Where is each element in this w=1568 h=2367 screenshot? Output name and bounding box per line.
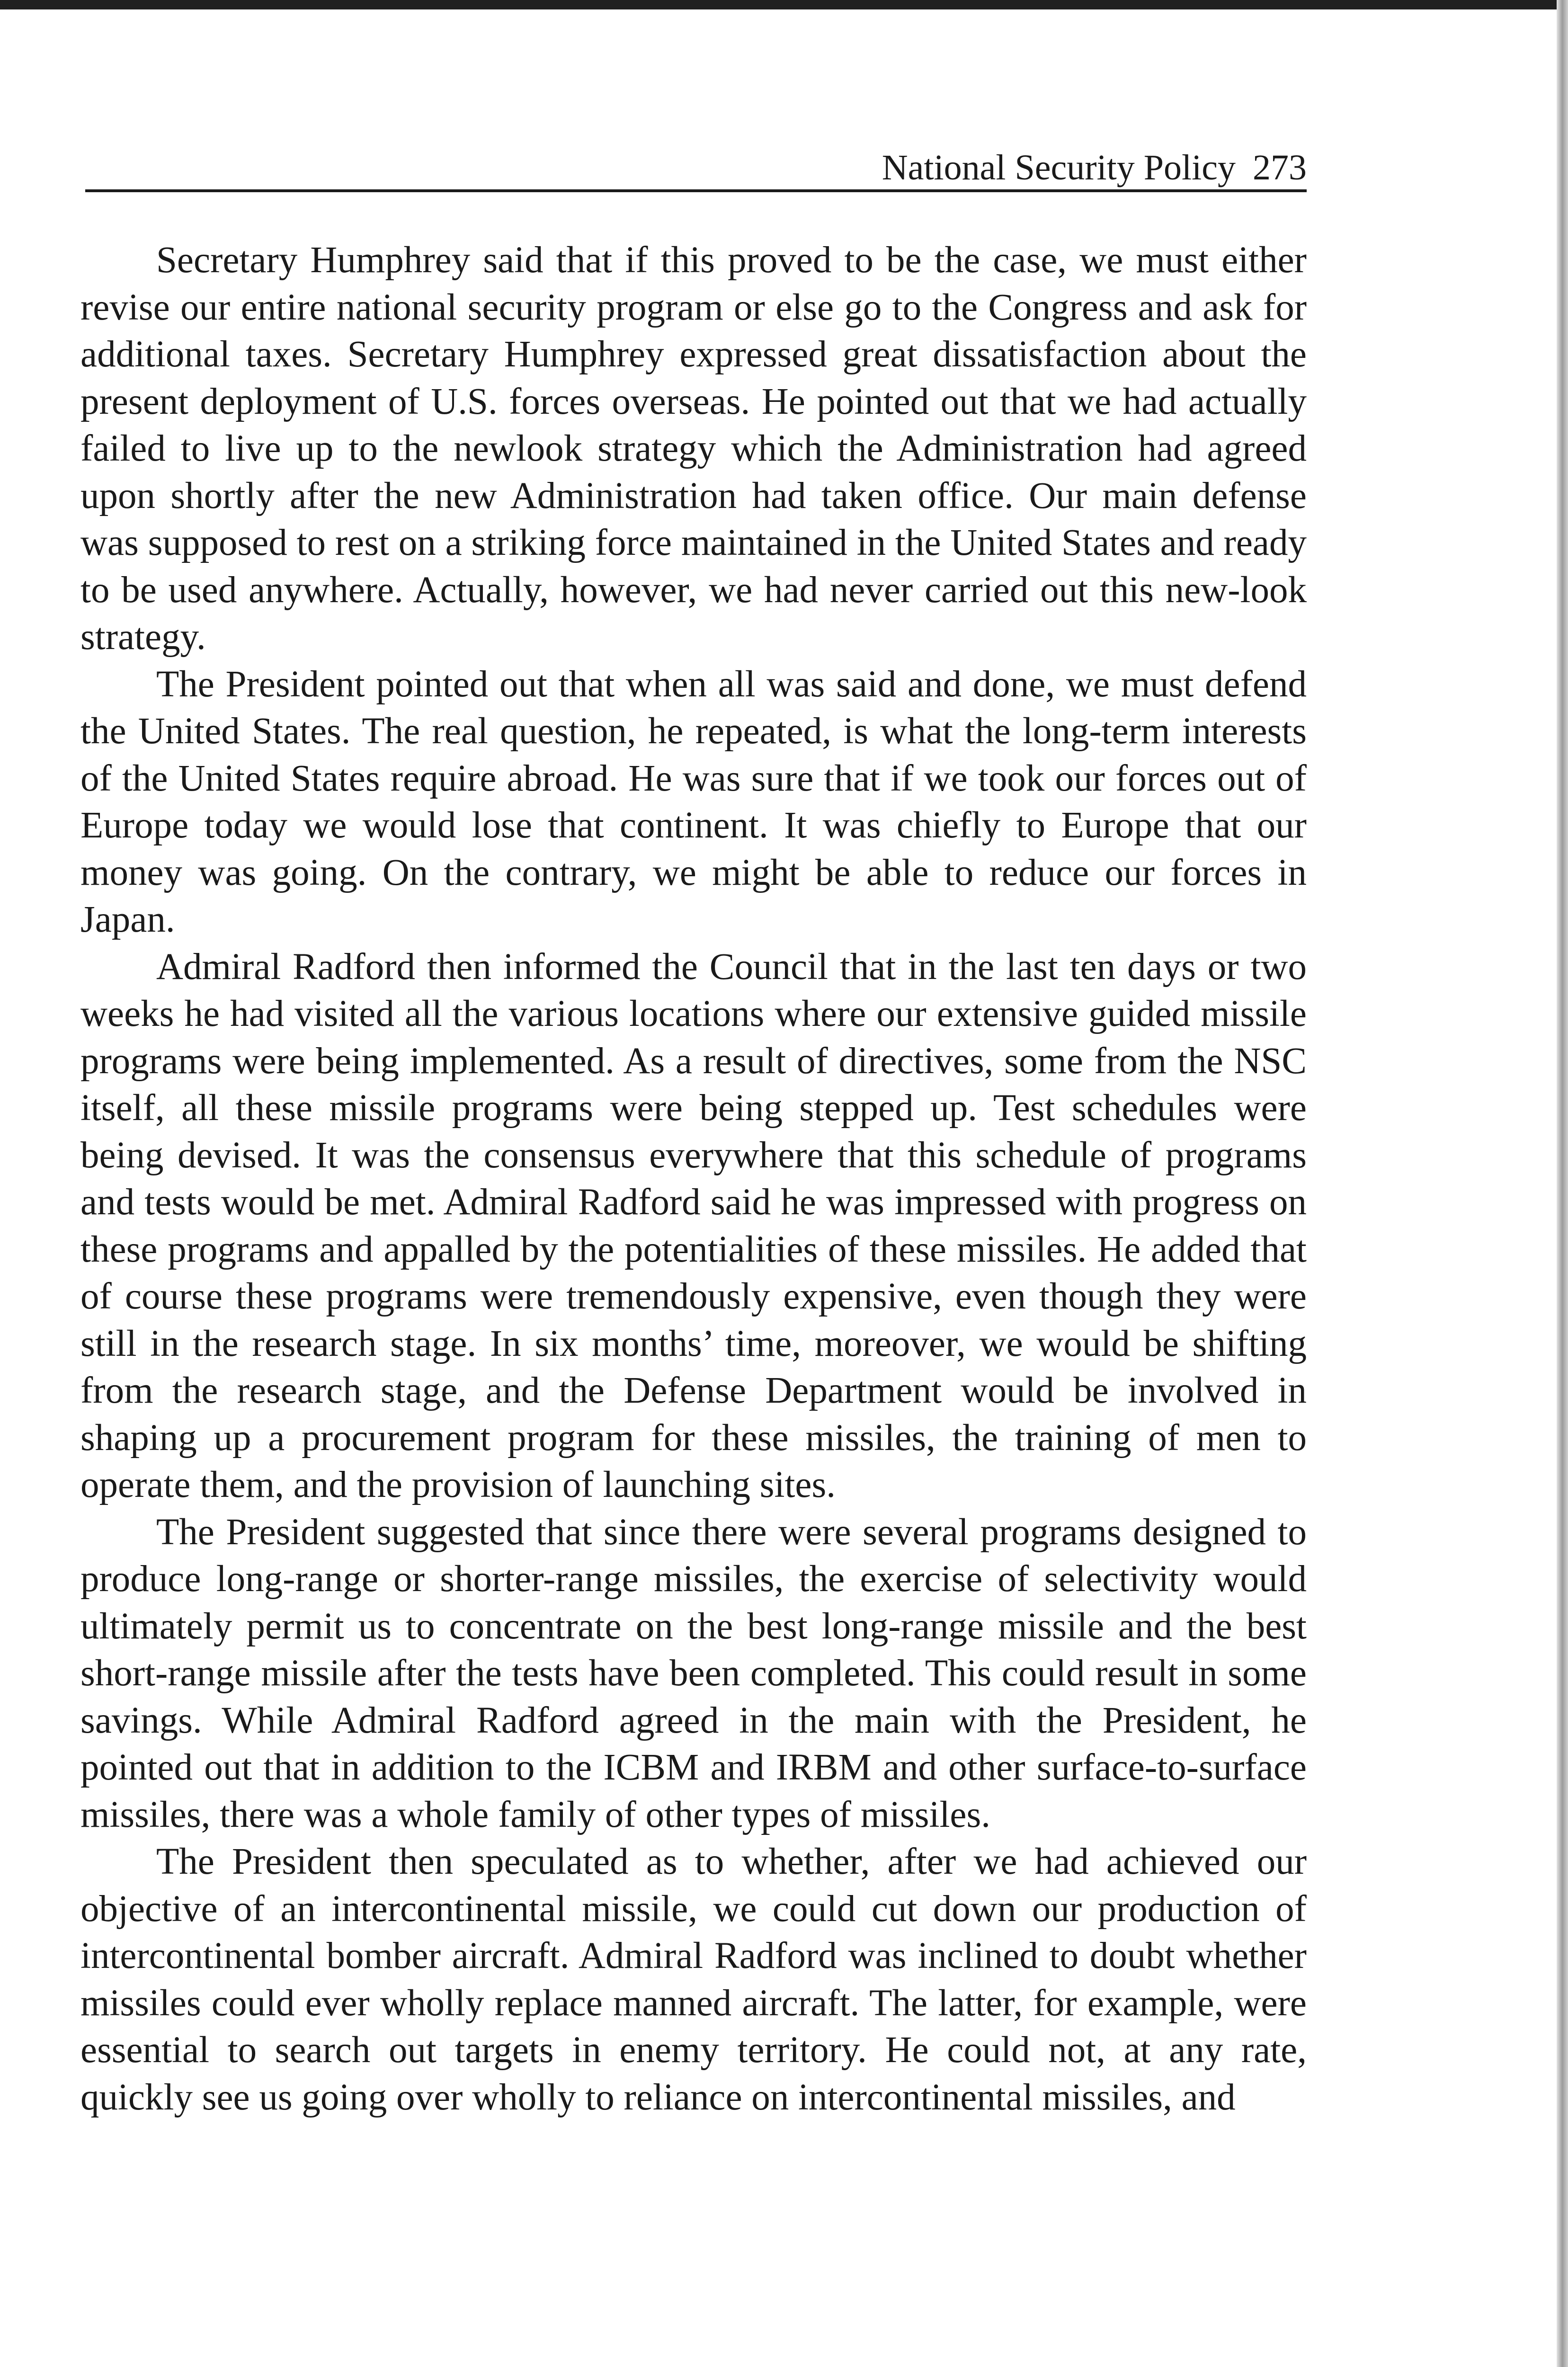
page-header	[85, 137, 1307, 192]
paragraph-president-defense: The President pointed out that when all was said and done, we must defend the United States. The real question, he repeated, is what the long-term interests of the United States require abroad. He was sure that if we took our forces out of Europe today we would lose that continent. It was chiefly to Europe that our money was going. On the contrary, we might be able to reduce our forces in Japan.	[80, 663, 1307, 940]
scan-right-edge	[1557, 0, 1568, 2367]
running-head	[882, 150, 1307, 186]
paragraph-humphrey-taxes: Secretary Humphrey said that if this proved to be the case, we must either revise our entire national security program or else go to the Congress and ask for additional taxes. Secretary Humphrey expressed great dissatisfaction about the present deployment of U.S. forces overseas. He pointed out that we had actually failed to live up to the newlook strategy which the Administration had agreed upon shortly after the new Administration had taken office. Our main defense was supposed to rest on a striking force maintained in the United States and ready to be used anywhere. Actually, however, we had never carried out this new-look strategy.	[80, 240, 1307, 658]
text-body	[80, 237, 1307, 2121]
scan-top-edge	[0, 0, 1568, 9]
paragraph-president-selectivity: The President suggested that since there were several programs designed to produce long-range or shorter-range missiles, the exercise of selectivity would ultimately permit us to concentrate on the best long-range missile and the best short-range missile after the tests have been completed. This could result in some savings. While Admiral Radford agreed in the main with the President, he pointed out that in addition to the ICBM and IRBM and other surface-to-surface missiles, there was a whole family of other types of missiles.	[80, 1511, 1307, 1835]
page-number: 273	[1253, 148, 1307, 187]
running-title: National Security Policy	[882, 148, 1236, 187]
paragraph-radford-missiles: Admiral Radford then informed the Council that in the last ten days or two weeks he had visited all the various locations where our extensive guided missile programs were being implemented. As a result of directives, some from the NSC itself, all these missile programs were being stepped up. Test schedules were being devised. It was the consensus everywhere that this schedule of programs and tests would be met. Admiral Radford said he was impressed with progress on these programs and appalled by the potentialities of these missiles. He added that of course these programs were tremendously expensive, even though they were still in the research stage. In six months’ time, moreover, we would be shifting from the research stage, and the Defense Department would be involved in shaping up a procurement program for these missiles, the training of men to operate them, and the provision of launching sites.	[80, 946, 1307, 1505]
paragraph-president-bombers: The President then speculated as to whether, after we had achieved our objective of an intercontinental missile, we could cut down our production of intercontinental bomber aircraft. Admiral Radford was inclined to doubt whether missiles could ever wholly replace manned aircraft. The latter, for example, were essential to search out targets in enemy territory. He could not, at any rate, quickly see us going over wholly to reliance on intercontinental missiles, and	[80, 1841, 1307, 2118]
